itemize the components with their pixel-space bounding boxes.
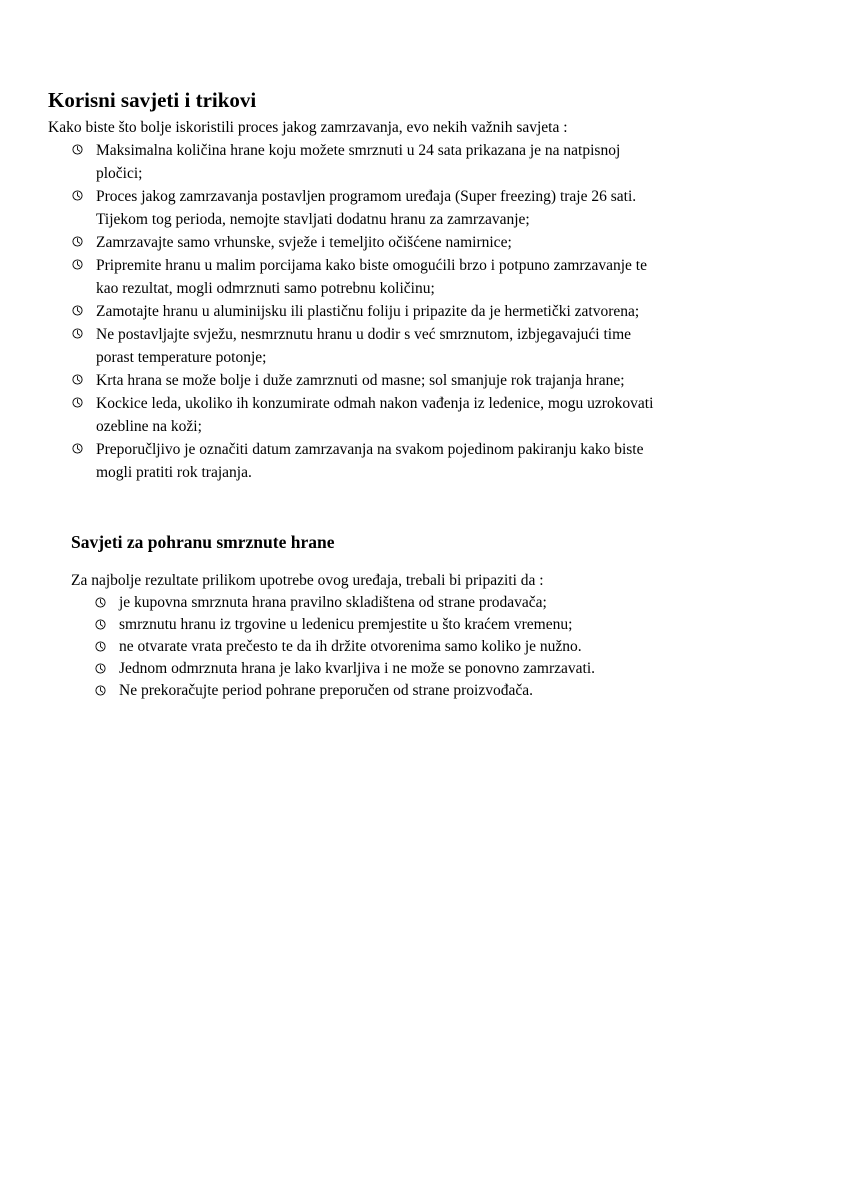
- clock-icon: [95, 663, 106, 674]
- clock-icon: [72, 397, 83, 408]
- list-item: [95, 680, 695, 702]
- section-intro-tips: Kako biste što bolje iskoristili proces jakog zamrzavanja, evo nekih važnih savjeta :: [48, 119, 568, 136]
- list-item: [72, 185, 662, 231]
- clock-icon: [72, 259, 83, 270]
- list-item: [95, 636, 695, 658]
- clock-icon: [95, 619, 106, 630]
- list-item-text: Maksimalna količina hrane koju možete smrznuti u 24 sata prikazana je na natpisnoj pločici;: [96, 142, 621, 182]
- list-item-text: je kupovna smrznuta hrana pravilno skladištena od strane prodavača;: [119, 594, 547, 611]
- list-item: [72, 369, 662, 392]
- clock-icon: [72, 144, 83, 155]
- clock-icon: [72, 374, 83, 385]
- list-item-text: Pripremite hranu u malim porcijama kako biste omogućili brzo i potpuno zamrzavanje te kao rezultat, mogli odmrznuti samo potrebnu količinu;: [96, 257, 647, 297]
- list-item-text: smrznutu hranu iz trgovine u ledenicu premjestite u što kraćem vremenu;: [119, 616, 573, 633]
- clock-icon: [95, 641, 106, 652]
- list-item: [95, 592, 695, 614]
- list-item-text: Preporučljivo je označiti datum zamrzavanja na svakom pojedinom pakiranju kako biste mogli pratiti rok trajanja.: [96, 441, 644, 481]
- list-item-text: Ne postavljajte svježu, nesmrznutu hranu u dodir s već smrznutom, izbjegavajući time porast temperature potonje;: [96, 326, 632, 366]
- list-item-text: Ne prekoračujte period pohrane preporučen od strane proizvođača.: [119, 682, 534, 699]
- tips-list: [72, 139, 662, 484]
- list-item: [72, 139, 662, 185]
- section-title-storage: Savjeti za pohranu smrznute hrane: [71, 532, 335, 552]
- list-item: [72, 438, 662, 484]
- clock-icon: [95, 597, 106, 608]
- list-item-text: Zamrzavajte samo vrhunske, svježe i temeljito očišćene namirnice;: [96, 234, 512, 251]
- list-item: [72, 323, 662, 369]
- clock-icon: [72, 236, 83, 247]
- section-intro-storage: Za najbolje rezultate prilikom upotrebe ovog uređaja, trebali bi pripaziti da :: [71, 572, 544, 589]
- storage-list: [95, 592, 695, 702]
- list-item-text: ne otvarate vrata prečesto te da ih držite otvorenima samo koliko je nužno.: [119, 638, 582, 655]
- list-item-text: Kockice leda, ukoliko ih konzumirate odmah nakon vađenja iz ledenice, mogu uzrokovati ozebline na koži;: [96, 395, 654, 435]
- list-item: [72, 392, 662, 438]
- list-item-text: Zamotajte hranu u aluminijsku ili plastičnu foliju i pripazite da je hermetički zatvorena;: [96, 303, 640, 320]
- list-item: [95, 614, 695, 636]
- clock-icon: [72, 443, 83, 454]
- list-item: [72, 300, 662, 323]
- list-item-text: Krta hrana se može bolje i duže zamrznuti od masne; sol smanjuje rok trajanja hrane;: [96, 372, 625, 389]
- list-item: [95, 658, 695, 680]
- clock-icon: [95, 685, 106, 696]
- list-item: [72, 231, 662, 254]
- list-item-text: Jednom odmrznuta hrana je lako kvarljiva i ne može se ponovno zamrzavati.: [119, 660, 596, 677]
- clock-icon: [72, 328, 83, 339]
- clock-icon: [72, 190, 83, 201]
- list-item-text: Proces jakog zamrzavanja postavljen programom uređaja (Super freezing) traje 26 sati. Tijekom tog perioda, nemojte stavljati dodatnu hranu za zamrzavanje;: [96, 188, 637, 228]
- clock-icon: [72, 305, 83, 316]
- section-title-tips: Korisni savjeti i trikovi: [48, 88, 257, 112]
- list-item: [72, 254, 662, 300]
